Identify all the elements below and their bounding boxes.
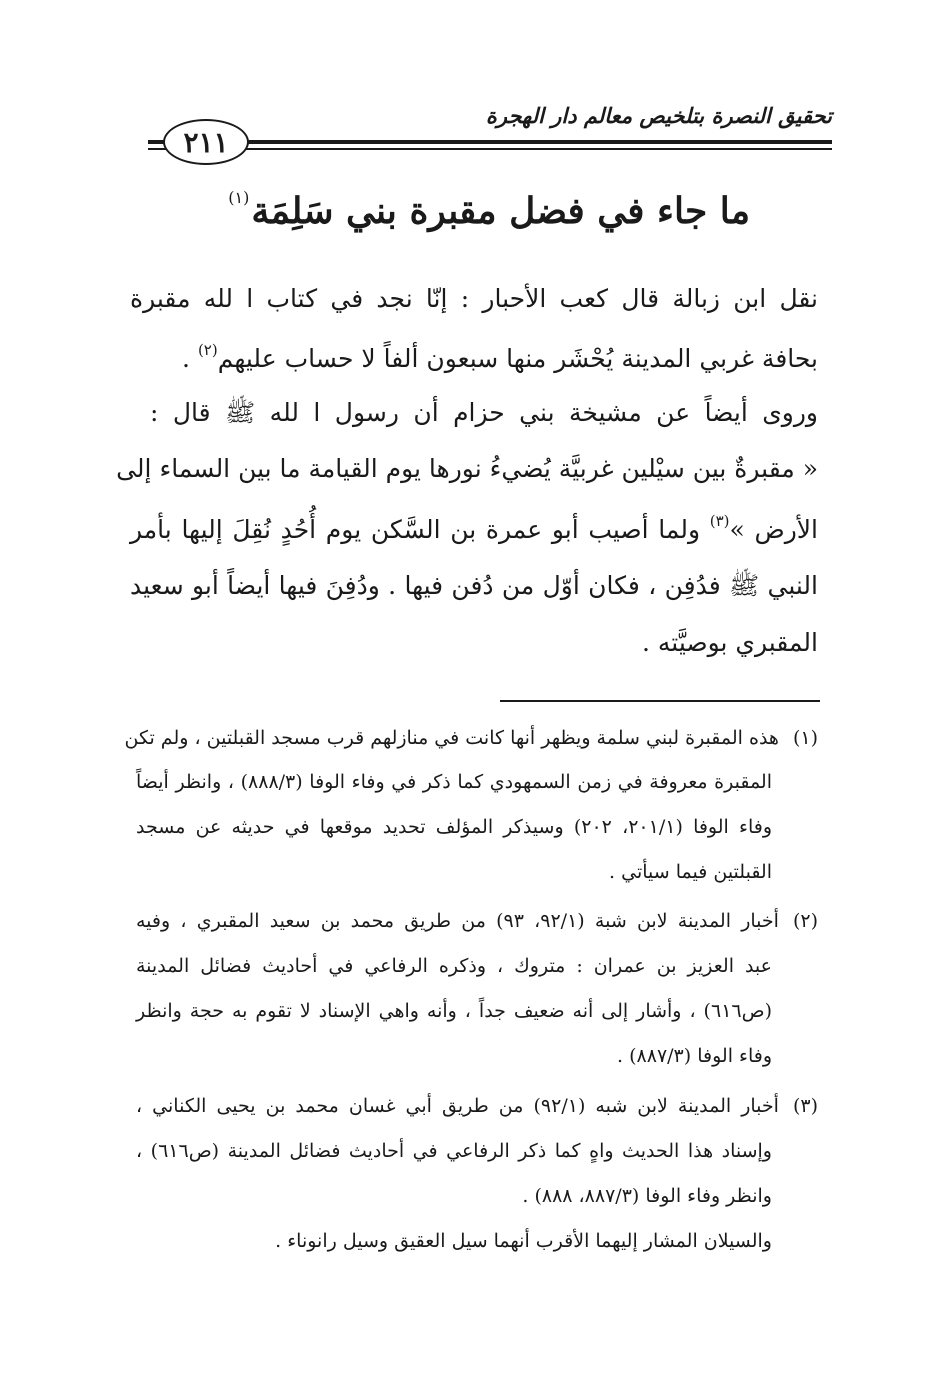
running-header-title: تحقيق النصرة بتلخيص معالم دار الهجرة <box>485 103 832 128</box>
body-line-7: المقبري بوصيَّته . <box>641 628 818 657</box>
footnote-3-line-3: وانظر وفاء الوفا (٨٨٧/٣، ٨٨٨) . <box>522 1185 772 1207</box>
footnote-ref-2: (٢) <box>197 341 218 359</box>
footnote-1-number: (١) <box>792 727 818 749</box>
body-line-3: وروى أيضاً عن مشيخة بني حزام أن رسول ا لله ﷺ قال : <box>150 398 818 427</box>
body-line-5-quote: الأرض » <box>729 515 818 544</box>
body-line-2-text: بحافة غربي المدينة يُحْشَر منها سبعون ألفاً لا حساب عليهم <box>217 344 818 373</box>
chapter-title <box>228 188 750 232</box>
title-footnote-ref: (١) <box>228 188 250 207</box>
footnote-ref-3: (٣) <box>709 512 730 530</box>
footnote-1-line-1: هذه المقبرة لبني سلمة ويظهر أنها كانت في منازلهم قرب مسجد القبلتين ، ولم تكن <box>124 727 779 749</box>
footnote-3-number: (٣) <box>792 1095 819 1117</box>
body-line-5-start <box>709 512 818 544</box>
footnote-3 <box>136 1095 818 1117</box>
footnote-2-line-2: عبد العزيز بن عمران : متروك ، وذكره الرفاعي في أحاديث فضائل المدينة <box>136 955 772 977</box>
footnote-1-line-4: القبلتين فيما سيأتي . <box>609 861 772 883</box>
header-rule-thin <box>148 148 832 150</box>
header-rule-thick <box>148 140 832 144</box>
footnote-1-line-3: وفاء الوفا (٢٠١/١، ٢٠٢) وسيذكر المؤلف تحديد موقعها في حديثه عن مسجد <box>136 816 772 838</box>
body-line-4: « مقبرةٌ بين سيْلين غربيَّة يُضيءُ نورها يوم القيامة ما بين السماء إلى <box>116 454 818 483</box>
footnote-1 <box>124 727 818 749</box>
footnote-3-line-2: وإسناد هذا الحديث واهٍ كما ذكر الرفاعي في أحاديث فضائل المدينة (ص٦١٦) ، <box>136 1140 772 1162</box>
body-line-1: نقل ابن زبالة قال كعب الأحبار : إنّا نجد في كتاب ا لله مقبرة <box>130 284 818 313</box>
footnote-2-line-1: أخبار المدينة لابن شبة (٩٢/١، ٩٣) من طريق محمد بن سعيد المقبري ، وفيه <box>136 910 779 932</box>
page-number: ٢١١ <box>163 119 249 165</box>
footnote-2-line-4: وفاء الوفا (٨٨٧/٣) . <box>617 1045 772 1067</box>
footnote-1-line-2: المقبرة معروفة في زمن السمهودي كما ذكر في وفاء الوفا (٨٨٨/٣) ، وانظر أيضاً <box>136 771 772 793</box>
chapter-title-text: ما جاء في فضل مقبرة بني سَلِمَة <box>251 190 750 232</box>
footnote-separator <box>500 700 820 702</box>
body-line-2 <box>182 341 818 373</box>
footnote-2-line-3: (ص٦١٦) ، وأشار إلى أنه ضعيف جداً ، وأنه واهي الإسناد لا تقوم به حجة وانظر <box>136 1000 772 1022</box>
footnote-2 <box>136 910 818 932</box>
footnote-3-line-4: والسيلان المشار إليهما الأقرب أنهما سيل العقيق وسيل رانوناء . <box>275 1230 772 1252</box>
body-line-6: النبي ﷺ فدُفِن ، فكان أوّل من دُفن فيها . ودُفِنَ فيها أيضاً أبو سعيد <box>130 571 818 600</box>
footnote-3-line-1: أخبار المدينة لابن شبه (٩٢/١) من طريق أبي غسان محمد بن يحيى الكناني ، <box>136 1095 779 1117</box>
body-line-2-end: . <box>182 344 190 373</box>
body-line-5 <box>130 512 818 544</box>
body-line-5-rest: ولما أصيب أبو عمرة بن السَّكن يوم أُحُدٍ نُقِلَ إليها بأمر <box>130 515 701 544</box>
footnote-2-number: (٢) <box>792 910 818 932</box>
